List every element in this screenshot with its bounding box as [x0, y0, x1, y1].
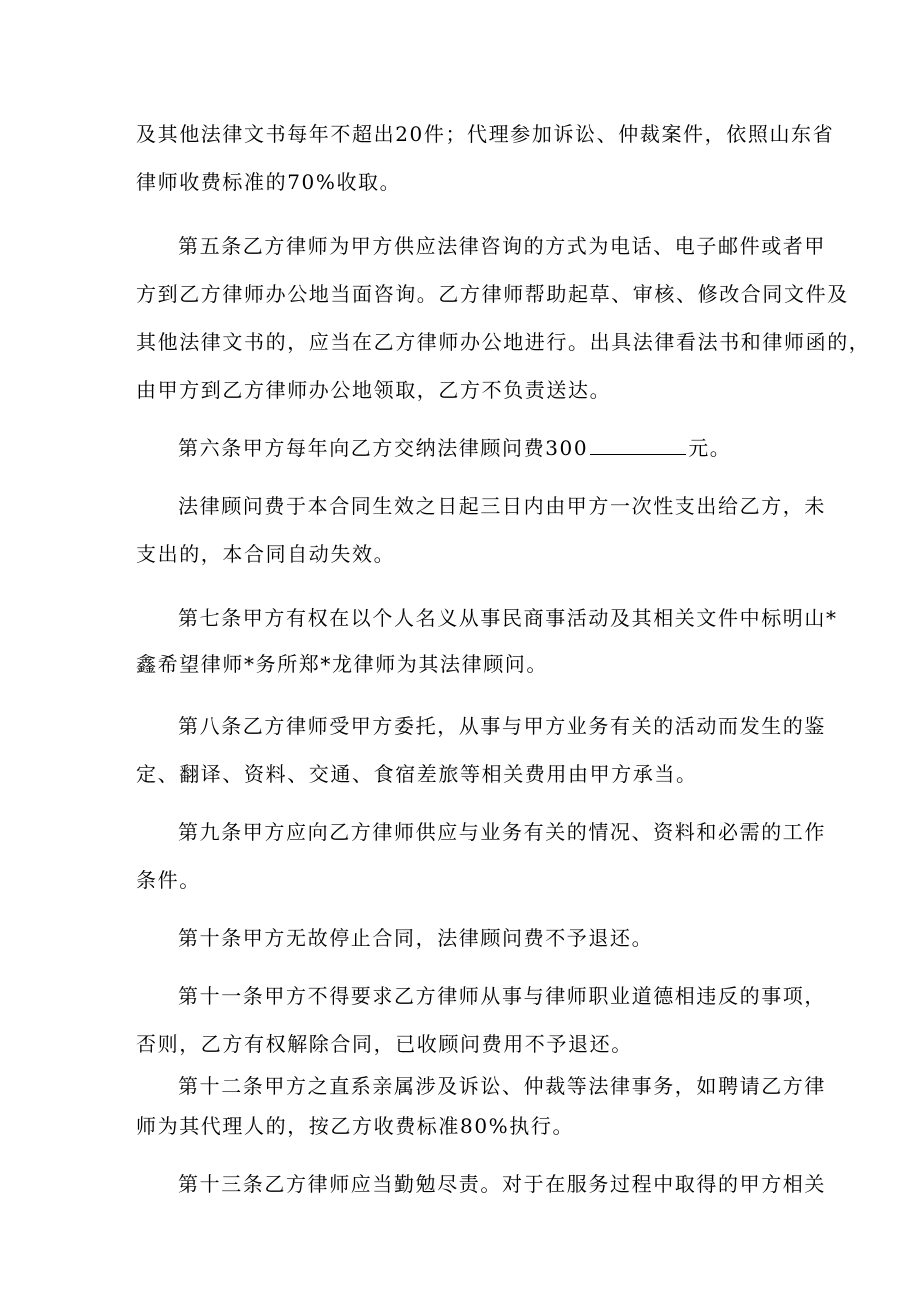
p6b-line2: 支出的，本合同自动失效。 [136, 542, 396, 566]
p5-line3: 其他法律文书的，应当在乙方律师办公地进行。出具法律看法书和律师函的， [136, 330, 871, 354]
p7-line2: 鑫希望律师*务所郑*龙律师为其法律顾问。 [136, 652, 548, 676]
p6b-line1: 法律顾问费于本合同生效之日起三日内由甲方一次性支出给乙方，未 [178, 494, 826, 518]
p9-line2: 条件。 [136, 868, 201, 892]
p8-line2: 定、翻译、资料、交通、食宿差旅等相关费用由甲方承当。 [136, 762, 698, 786]
p10-line1: 第十条甲方无故停止合同，法律顾问费不予退还。 [178, 926, 654, 950]
p7-line1: 第七条甲方有权在以个人名义从事民商事活动及其相关文件中标明山* [178, 606, 838, 630]
p12-line1: 第十二条甲方之直系亲属涉及诉讼、仲裁等法律事务，如聘请乙方律 [178, 1074, 826, 1098]
p8-line1: 第八条乙方律师受甲方委托，从事与甲方业务有关的活动而发生的鉴 [178, 714, 826, 738]
p6-suffix: 元。 [688, 436, 732, 460]
p5-line4: 由甲方到乙方律师办公地领取，乙方不负责送达。 [136, 378, 612, 402]
p6-prefix: 第六条甲方每年向乙方交纳法律顾问费300 [178, 436, 589, 460]
p5-line2: 方到乙方律师办公地当面咨询。乙方律师帮助起草、审核、修改合同文件及 [136, 282, 849, 306]
p9-line1: 第九条甲方应向乙方律师供应与业务有关的情况、资料和必需的工作 [178, 820, 826, 844]
p5-line1: 第五条乙方律师为甲方供应法律咨询的方式为电话、电子邮件或者甲 [178, 234, 826, 258]
p12-line2: 师为其代理人的，按乙方收费标准80%执行。 [136, 1114, 575, 1138]
p11-line2: 否则，乙方有权解除合同，已收顾问费用不予退还。 [136, 1032, 633, 1056]
p4-line2: 律师收费标准的70%收取。 [136, 170, 402, 194]
p4-line1: 及其他法律文书每年不超出20件；代理参加诉讼、仲裁案件，依照山东省 [136, 122, 835, 146]
p11-line1: 第十一条甲方不得要求乙方律师从事与律师职业道德相违反的事项， [178, 984, 826, 1008]
p13-line1: 第十三条乙方律师应当勤勉尽责。对于在服务过程中取得的甲方相关 [178, 1172, 826, 1196]
fee-blank [590, 434, 686, 455]
p6-line1 [178, 434, 796, 462]
